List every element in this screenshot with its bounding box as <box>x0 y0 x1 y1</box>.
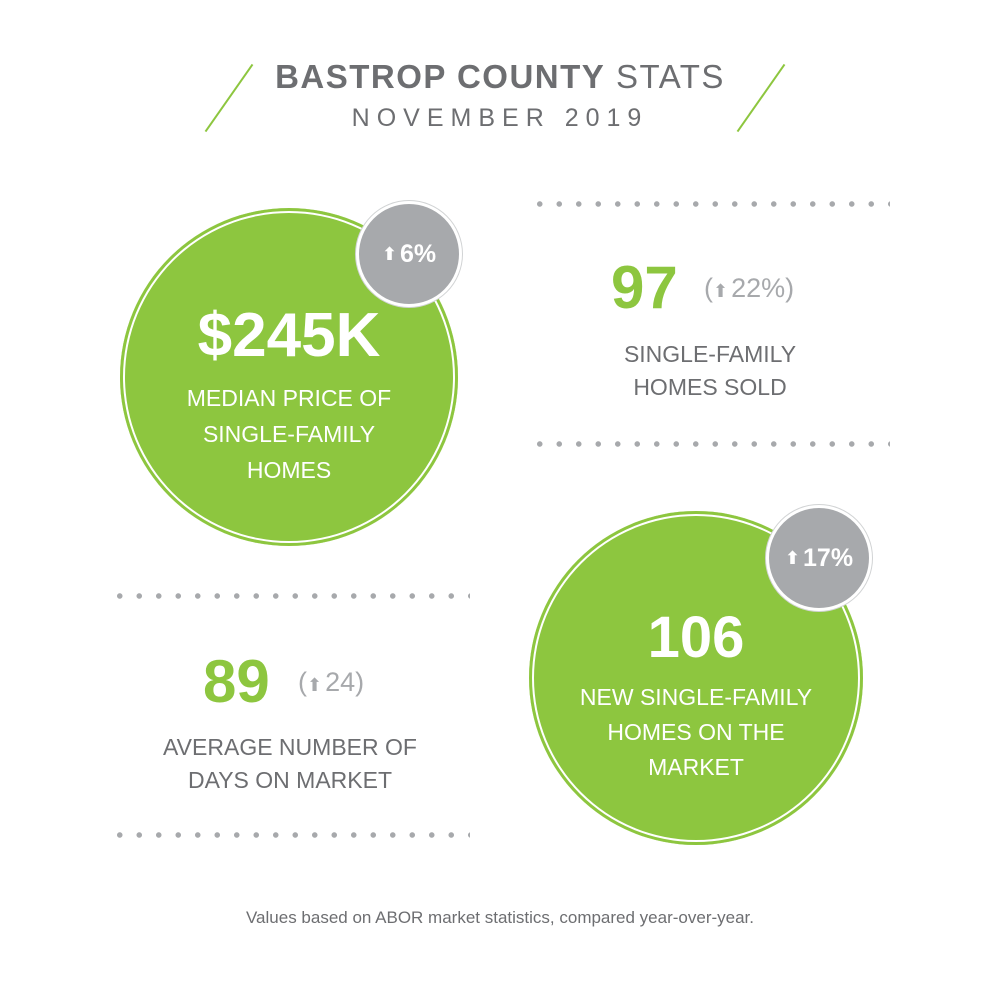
days-on-market-label-line: DAYS ON MARKET <box>187 767 393 793</box>
median-price-label-line: HOMES <box>246 457 332 483</box>
arrow-up-icon: ⬆ <box>713 281 729 301</box>
page-title <box>0 58 1000 96</box>
median-price-change: 6% <box>399 239 437 268</box>
homes-sold-change-value: 22% <box>731 273 786 303</box>
title-bold: BASTROP COUNTY <box>275 58 606 95</box>
new-listings-value: 106 <box>647 605 745 670</box>
dotted-divider <box>110 593 470 599</box>
arrow-up-icon: ⬆ <box>381 243 397 264</box>
median-price-label-line: SINGLE-FAMILY <box>202 421 376 447</box>
arrow-up-icon: ⬆ <box>307 675 323 695</box>
homes-sold-change: (⬆ 22%) <box>704 273 795 303</box>
dotted-divider <box>530 441 890 447</box>
page-subtitle: NOVEMBER 2019 <box>351 104 649 132</box>
days-on-market-change-value: 24 <box>325 667 356 697</box>
homes-sold-value: 97 <box>611 254 678 321</box>
title-rest: STATS <box>615 58 725 95</box>
footnote: Values based on ABOR market statistics, compared year-over-year. <box>245 908 755 927</box>
homes-sold-label-line: SINGLE-FAMILY <box>623 341 797 367</box>
days-on-market-label-line: AVERAGE NUMBER OF <box>163 734 417 760</box>
days-on-market-change: (⬆ 24) <box>298 667 365 697</box>
new-listings-label <box>529 680 863 785</box>
median-price-change-badge <box>356 201 462 307</box>
median-price-value: $245K <box>197 301 381 370</box>
days-on-market-label <box>110 731 470 797</box>
median-price-label <box>120 380 458 488</box>
new-listings-change-badge <box>766 505 872 611</box>
homes-sold-label <box>530 338 890 404</box>
new-listings-change: 17% <box>803 543 854 572</box>
new-listings-label-line: MARKET <box>648 754 744 780</box>
homes-sold-label-line: HOMES SOLD <box>633 374 787 400</box>
dotted-divider <box>530 201 890 207</box>
dotted-divider <box>110 832 470 838</box>
arrow-up-icon: ⬆ <box>784 547 801 568</box>
new-listings-label-line: HOMES ON THE <box>607 719 785 745</box>
days-on-market-value: 89 <box>203 648 270 715</box>
new-listings-label-line: NEW SINGLE-FAMILY <box>579 684 813 710</box>
median-price-label-line: MEDIAN PRICE OF <box>186 385 392 411</box>
